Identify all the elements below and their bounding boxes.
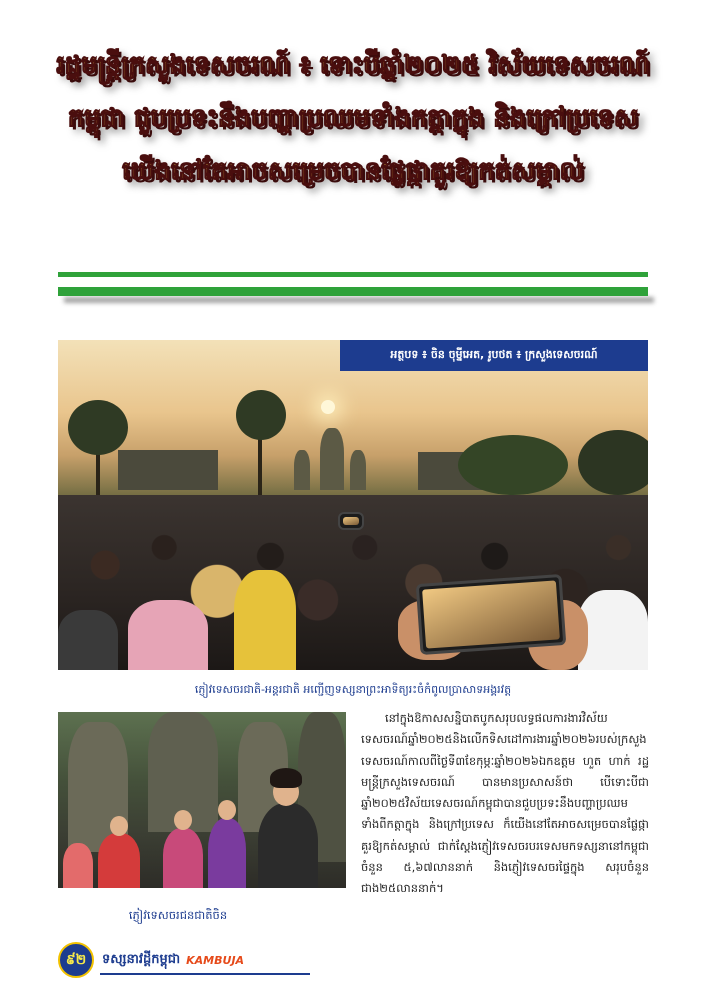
tourist-black [258,803,318,888]
main-photo-angkor-sunrise [58,340,648,670]
temple-tower-left [294,450,310,490]
phone-small [338,512,364,530]
tourist-purple [208,818,246,888]
page-number: ៩២ [58,942,94,978]
second-photo-caption: ភ្ញៀវទេសចរជនជាតិចិន [128,908,228,922]
person-white-shirt [578,590,648,670]
headline [0,38,706,197]
person-dark-left [58,610,118,670]
main-photo-caption: ភ្ញៀវទេសចរជាតិ-អន្តរជាតិ អញ្ជើញទស្សនាព្រះអាទិត្យរះចំកំពូលប្រាសាទអង្គរវត្ត [194,683,512,696]
headline-line-3: យើងនៅតែអាចសម្រេចបានផ្លែផ្កាគួរឱ្យកត់សម្គាល់ [122,156,584,185]
person-pink-hat [128,600,208,670]
magazine-brand: KAMBUJA [186,953,245,967]
second-photo-chinese-tourists [58,712,346,888]
article-paragraph: នៅក្នុងឱកាសសន្និបាតបូកសរុបលទ្ធផលការងារវិស័យទេសចរណ៍ឆ្នាំ២០២៥និងលើកទិសដៅការងារឆ្នាំ២០២៦របស់ក្រសួងទេសចរណ៍កាលពីថ្ងៃទី៣ខែកុម្ភៈឆ្នាំ២០២៦ឯកឧត្តម ហួត ហាក់ រដ្ឋមន្ត្រីក្រសួងទេសចរណ៍ បានមានប្រសាសន៍ថា បើទោះបីជាឆ្នាំ២០២៥វិស័យទេសចរណ៍កម្ពុជាបានជួបប្រទះនឹងបញ្ហាប្រឈមទាំងពីកត្តាក្នុង និងក្រៅប្រទេស ក៏យើងនៅតែអាចសម្រេចបានផ្លែផ្កាគួរឱ្យកត់សម្គាល់ ជាក់ស្តែងភ្ញៀវទេសចរបរទេសមកទស្សនានៅកម្ពុជាចំនួន ៥,៦៧លាននាក់ និងភ្ញៀវទេសចរផ្ទៃក្នុង សរុបចំនួនជាង២៥លាននាក់។ [361,711,649,896]
palm-trunk [258,430,262,500]
headline-line-2: កម្ពុជា ជួបប្រទះនឹងបញ្ហាប្រឈមទាំងកត្តាក្នុង និងក្រៅប្រទេស [67,103,639,132]
temple-tower-center [320,428,344,490]
photo-credit: អត្ថបទ ៖ ចិន ចុម្នីអេត, រូបថត ៖ ក្រសួងទេសចរណ៍ [340,340,648,371]
tourist-left [63,843,93,888]
tree-far-right [578,430,648,495]
temple-gallery-left [118,450,218,490]
headline-line-1: រដ្ឋមន្ត្រីក្រសួងទេសចរណ៍ ៖ ទោះបីឆ្នាំ២០២៥ វិស័យទេសចរណ៍ [56,50,650,79]
divider-thin [58,272,648,277]
tourist-hair [270,768,302,788]
divider-thick [58,287,648,296]
footer-underline [100,973,310,975]
sun [321,400,335,414]
palm-tree [236,390,286,440]
person-yellow-hood [234,570,296,670]
tourist-pink [163,828,203,888]
article-body [361,708,649,900]
phone-foreground [416,574,567,655]
magazine-title: ទស្សនាវដ្ដីកម្ពុជា [102,951,181,967]
tourist-face [218,800,236,820]
tourist-face [174,810,192,830]
tourist-face [110,816,128,836]
tree-left [68,400,128,455]
footer [58,943,318,977]
temple-tower-right [350,450,366,490]
tourist-red [98,833,140,888]
divider-shadow [64,297,654,303]
tree-right [458,435,568,495]
